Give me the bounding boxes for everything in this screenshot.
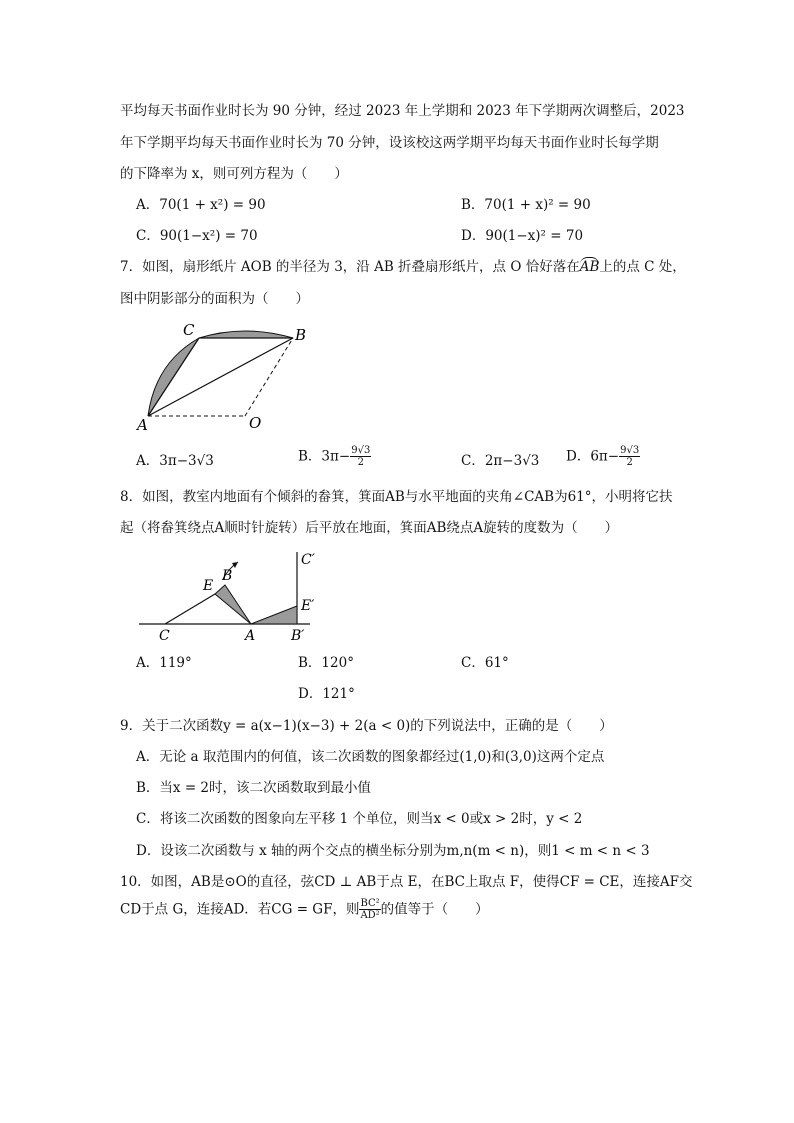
q7-label-a: A (137, 416, 148, 434)
q6-line-2: 年下学期平均每天书面作业时长为 70 分钟，设该校这两学期平均每天书面作业时长每学期 (120, 135, 659, 151)
q7-option-d-fraction (619, 445, 640, 468)
q7-option-b (298, 445, 371, 468)
q7-segment-ac (148, 338, 199, 416)
q7-figure (135, 318, 315, 436)
q6-option-a: A．70(1 + x²) = 90 (136, 197, 266, 213)
q8-option-c: C．61° (461, 655, 509, 671)
q9-option-a: A．无论 a 取范围内的何值，该二次函数的图象都经过(1,0)和(3,0)这两个定点 (136, 749, 605, 765)
q8-label-e: E (203, 578, 214, 594)
q8-label-bp: B′ (291, 628, 305, 644)
q10-line-2-prefix: CD于点 G，连接AD．若CG = GF，则 (120, 901, 360, 918)
q8-label-ep: E′ (301, 598, 315, 614)
q6-option-b: B．70(1 + x)² = 90 (461, 197, 591, 213)
q9-option-c: C．将该二次函数的图象向左平移 1 个单位，则当x < 0或x > 2时，y < 2 (136, 811, 583, 827)
q9-option-d: D．设该二次函数与 x 轴的两个交点的横坐标分别为m,n(m < n)，则1 < m < n < 3 (136, 843, 650, 859)
q9-option-b: B．当x = 2时，该二次函数取到最小值 (136, 780, 372, 796)
q7-option-d-prefix: D．6π− (566, 448, 620, 465)
q10-line-2 (120, 898, 489, 921)
q8-option-b: B．120° (298, 655, 354, 671)
q8-arrow-head (232, 562, 238, 568)
q7-option-a: A．3π−3√3 (136, 453, 214, 469)
q8-line-1: 8．如图，教室内地面有个倾斜的畚箕，箕面AB与水平地面的夹角∠CAB为61°，小明将它扶 (120, 489, 673, 505)
q8-shaded-tilted (215, 585, 251, 624)
q7-line-1-text: 7．如图，扇形纸片 AOB 的半径为 3，沿 AB 折叠扇形纸片，点 O 恰好落在 (120, 259, 580, 275)
q10-fraction-den: AD² (360, 910, 380, 921)
q8-label-c: C (159, 628, 170, 644)
q8-option-a: A．119° (136, 655, 192, 671)
q8-label-a: A (245, 628, 256, 644)
q8-segment-ce (165, 594, 215, 624)
q7-option-d-num: 9√3 (620, 445, 640, 456)
q6-option-d: D．90(1−x)² = 70 (461, 228, 584, 244)
q7-option-d-den: 2 (626, 457, 633, 468)
q7-option-b-num: 9√3 (351, 445, 371, 456)
q7-option-b-fraction (350, 445, 371, 468)
q8-figure (135, 548, 330, 646)
q10-fraction (359, 898, 380, 921)
q7-option-c: C．2π−3√3 (461, 453, 540, 469)
q7-line-2: 图中阴影部分的面积为（ ） (120, 291, 309, 307)
q7-label-c: C (183, 321, 195, 339)
q10-line-2-suffix: 的值等于（ ） (380, 901, 489, 918)
q7-segment-ob (245, 338, 293, 416)
q8-label-b: B (222, 568, 233, 584)
q8-option-d: D．121° (298, 686, 355, 702)
q8-line-2: 起（将畚箕绕点A顺时针旋转）后平放在地面，箕面AB绕点A旋转的度数为（ ） (120, 520, 619, 536)
q7-option-d (566, 445, 640, 468)
q7-line-1-tail: 上的点 C 处， (599, 259, 686, 275)
q6-line-1: 平均每天书面作业时长为 90 分钟，经过 2023 年上学期和 2023 年下学期两次调整后，2023 (120, 103, 685, 119)
q7-label-b: B (295, 326, 307, 344)
q7-option-b-prefix: B．3π− (298, 448, 351, 465)
q9-line-1: 9．关于二次函数y = a(x−1)(x−3) + 2(a < 0)的下列说法中，正确的是（ ） (120, 718, 613, 734)
q7-label-o: O (249, 414, 262, 432)
q8-shaded-flat (251, 606, 297, 624)
q7-line-1 (120, 258, 686, 276)
q8-label-cp: C′ (301, 552, 315, 568)
q7-shaded-top (199, 331, 293, 338)
q7-arc-label: AB (579, 259, 600, 275)
q6-option-c: C．90(1−x²) = 70 (136, 228, 258, 244)
q6-line-3: 的下降率为 x，则可列方程为（ ） (120, 166, 348, 182)
q7-option-b-den: 2 (357, 457, 364, 468)
q10-fraction-num: BC² (360, 898, 380, 909)
q10-line-1: 10．如图，AB是⊙O的直径，弦CD ⊥ AB于点 E，在BC上取点 F，使得CF = CE，连接AF交 (120, 874, 693, 890)
